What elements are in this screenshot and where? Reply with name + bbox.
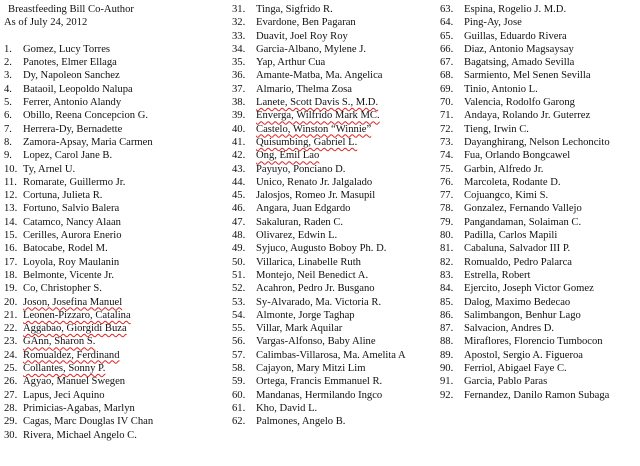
list-item: [232, 189, 437, 202]
item-name: Gonzalez, Fernando Vallejo: [464, 203, 582, 215]
list-item: [440, 30, 640, 43]
list-item: [4, 83, 212, 96]
list-item: [232, 123, 437, 136]
item-number: 57.: [232, 349, 246, 361]
item-name: Vargas-Alfonso, Baby Aline: [256, 336, 376, 348]
item-number: 58.: [232, 363, 246, 375]
list-item: [440, 109, 640, 122]
item-name: Espina, Rogelio J. M.D.: [464, 4, 567, 15]
item-number: 8.: [4, 136, 12, 148]
item-name: Lanete, Scott Davis S., M.D.: [256, 97, 379, 109]
list-item: [440, 216, 640, 229]
list-item: [4, 242, 212, 255]
column-2: [232, 3, 437, 429]
list-item: [232, 43, 437, 56]
list-item: [440, 83, 640, 96]
item-name: Estrella, Robert: [464, 269, 531, 281]
item-name: Aggabao, Giorgidi Buza: [23, 323, 127, 335]
item-name: Marcoleta, Rodante D.: [464, 176, 561, 188]
item-number: 14.: [4, 216, 18, 228]
column-3: [440, 3, 640, 402]
list-item: [4, 123, 212, 136]
list-item: [232, 202, 437, 215]
item-number: 16.: [4, 243, 18, 255]
item-name: Sakaluran, Raden C.: [256, 216, 344, 228]
item-name: Romualdez, Ferdinand: [23, 349, 120, 361]
list-item: [232, 96, 437, 109]
coauthor-list-2: [232, 3, 437, 429]
item-name: Ferriol, Abigael Faye C.: [464, 363, 567, 375]
list-item: [440, 163, 640, 176]
item-name: Padilla, Carlos Mapili: [464, 230, 558, 242]
item-number: 29.: [4, 416, 18, 428]
list-item: [440, 136, 640, 149]
item-number: 22.: [4, 323, 18, 335]
item-number: 87.: [440, 323, 454, 335]
item-number: 59.: [232, 376, 246, 388]
list-item: [232, 109, 437, 122]
list-item: [232, 269, 437, 282]
item-number: 15.: [4, 230, 18, 242]
item-name: Valencia, Rodolfo Garong: [464, 97, 575, 109]
item-number: 54.: [232, 309, 246, 321]
list-item: [232, 402, 437, 415]
item-name: Sarmiento, Mel Senen Sevilla: [464, 70, 591, 82]
list-item: [440, 43, 640, 56]
list-item: [4, 96, 212, 109]
list-item: [4, 269, 212, 282]
item-name: Ferrer, Antonio Alandy: [23, 97, 122, 109]
list-item: [4, 109, 212, 122]
item-number: 56.: [232, 336, 246, 348]
coauthor-list-1: [4, 43, 212, 442]
item-number: 27.: [4, 389, 18, 401]
item-number: 76.: [440, 176, 454, 188]
list-item: [4, 176, 212, 189]
item-name: Panotes, Elmer Ellaga: [23, 57, 117, 69]
item-name: Montejo, Neil Benedict A.: [256, 269, 369, 281]
item-number: 3.: [4, 70, 12, 82]
item-name: Syjuco, Augusto Boboy Ph. D.: [256, 243, 387, 255]
item-number: 86.: [440, 309, 454, 321]
item-number: 43.: [232, 163, 246, 175]
list-item: [4, 56, 212, 69]
list-item: [440, 242, 640, 255]
item-number: 12.: [4, 190, 18, 202]
item-number: 52.: [232, 283, 246, 295]
item-name: Bagatsing, Amado Sevilla: [464, 57, 575, 69]
item-number: 69.: [440, 83, 454, 95]
item-number: 17.: [4, 256, 18, 268]
list-item: [4, 296, 212, 309]
list-item: [4, 202, 212, 215]
item-name: Villarica, Linabelle Ruth: [256, 256, 361, 268]
item-name: Quisumbing, Gabriel L.: [256, 136, 358, 148]
item-name: Palmones, Angelo B.: [256, 416, 346, 428]
list-item: [440, 349, 640, 362]
list-item: [232, 322, 437, 335]
item-number: 41.: [232, 136, 246, 148]
item-number: 32.: [232, 17, 246, 29]
item-name: Cajayon, Mary Mitzi Lim: [256, 363, 366, 375]
list-item: [440, 56, 640, 69]
list-item: [232, 16, 437, 29]
item-name: Duavit, Joel Roy Roy: [256, 30, 348, 42]
list-item: [232, 83, 437, 96]
item-number: 11.: [4, 176, 17, 188]
item-number: 78.: [440, 203, 454, 215]
list-item: [232, 296, 437, 309]
item-name: Cortuna, Julieta R.: [23, 190, 103, 202]
item-name: Miraflores, Florencio Tumbocon: [464, 336, 603, 348]
item-number: 47.: [232, 216, 246, 228]
list-item: [4, 309, 212, 322]
item-number: 85.: [440, 296, 454, 308]
item-name: Enverga, Wilfrido Mark MC.: [256, 110, 380, 122]
list-item: [232, 216, 437, 229]
item-name: Salvacion, Andres D.: [464, 323, 555, 335]
item-name: Amante-Matba, Ma. Angelica: [256, 70, 383, 82]
list-item: [4, 43, 212, 56]
list-item: [440, 3, 640, 16]
item-name: Ong, Emil Lao: [256, 150, 320, 162]
item-number: 48.: [232, 230, 246, 242]
spacer: [4, 30, 212, 43]
item-number: 50.: [232, 256, 246, 268]
item-number: 35.: [232, 57, 246, 69]
list-item: [4, 256, 212, 269]
item-name: Villar, Mark Aquilar: [256, 323, 343, 335]
item-name: Dayanghirang, Nelson Lechoncito: [464, 136, 610, 148]
list-item: [440, 335, 640, 348]
item-number: 44.: [232, 176, 246, 188]
list-item: [4, 136, 212, 149]
item-number: 55.: [232, 323, 246, 335]
list-item: [440, 16, 640, 29]
item-number: 83.: [440, 269, 454, 281]
item-number: 75.: [440, 163, 454, 175]
item-name: Cojuangco, Kimi S.: [464, 190, 549, 202]
item-name: Romarate, Guillermo Jr.: [23, 176, 126, 188]
item-number: 64.: [440, 17, 454, 29]
item-number: 4.: [4, 83, 12, 95]
item-name: Loyola, Roy Maulanin: [23, 256, 120, 268]
item-number: 89.: [440, 349, 454, 361]
item-name: Pangandaman, Solaiman C.: [464, 216, 582, 228]
item-name: Olivarez, Edwin L.: [256, 230, 338, 242]
list-item: [232, 375, 437, 388]
item-number: 33.: [232, 30, 246, 42]
item-number: 66.: [440, 43, 454, 55]
item-number: 1.: [4, 43, 12, 55]
item-name: Lopez, Carol Jane B.: [23, 150, 113, 162]
item-name: Joson, Josefina Manuel: [23, 296, 123, 308]
list-item: [440, 229, 640, 242]
item-number: 9.: [4, 150, 12, 162]
list-item: [4, 335, 212, 348]
list-item: [4, 429, 212, 442]
item-number: 38.: [232, 97, 246, 109]
item-number: 73.: [440, 136, 454, 148]
document-title: Breastfeeding Bill Co-Author: [8, 4, 134, 15]
item-number: 42.: [232, 150, 246, 162]
list-item: [232, 69, 437, 82]
list-item: [4, 402, 212, 415]
item-number: 62.: [232, 416, 246, 428]
document-date: As of July 24, 2012: [4, 17, 88, 29]
item-number: 67.: [440, 57, 454, 69]
item-name: Ty, Arnel U.: [23, 163, 76, 175]
item-name: Zamora-Apsay, Maria Carmen: [23, 136, 153, 148]
item-name: Fortuno, Salvio Balera: [23, 203, 120, 215]
item-number: 19.: [4, 283, 18, 295]
list-item: [232, 256, 437, 269]
list-item: [440, 202, 640, 215]
item-number: 5.: [4, 97, 12, 109]
item-name: Unico, Renato Jr. Jalgalado: [256, 176, 373, 188]
item-name: Garcia, Pablo Paras: [464, 376, 548, 388]
item-number: 74.: [440, 150, 454, 162]
item-name: Jalosjos, Romeo Jr. Masupil: [256, 190, 376, 202]
list-item: [4, 69, 212, 82]
list-item: [440, 296, 640, 309]
coauthor-list-3: [440, 3, 640, 402]
item-name: GAnn, Sharon S.: [23, 336, 96, 348]
item-number: 65.: [440, 30, 454, 42]
item-number: 20.: [4, 296, 18, 308]
item-name: Cagas, Marc Douglas IV Chan: [23, 416, 154, 428]
item-number: 24.: [4, 349, 18, 361]
list-item: [232, 30, 437, 43]
item-number: 31.: [232, 4, 246, 15]
item-number: 84.: [440, 283, 454, 295]
item-number: 90.: [440, 363, 454, 375]
item-number: 2.: [4, 57, 12, 69]
list-item: [440, 375, 640, 388]
item-name: Ortega, Francis Emmanuel R.: [256, 376, 383, 388]
item-name: Tieng, Irwin C.: [464, 123, 529, 135]
list-item: [440, 322, 640, 335]
item-name: Dalog, Maximo Bedecao: [464, 296, 571, 308]
item-name: Gomez, Lucy Torres: [23, 43, 111, 55]
item-name: Romualdo, Pedro Palarca: [464, 256, 572, 268]
list-item: [4, 415, 212, 428]
list-item: [4, 189, 212, 202]
list-item: [440, 269, 640, 282]
item-number: 88.: [440, 336, 454, 348]
list-item: [232, 349, 437, 362]
item-name: Evardone, Ben Pagaran: [256, 17, 356, 29]
item-number: 6.: [4, 110, 12, 122]
item-name: Fua, Orlando Bongcawel: [464, 150, 571, 162]
list-item: [440, 309, 640, 322]
item-name: Primicias-Agabas, Marlyn: [23, 402, 135, 414]
item-name: Garcia-Albano, Mylene J.: [256, 43, 367, 55]
item-number: 80.: [440, 230, 454, 242]
item-name: Diaz, Antonio Magsaysay: [464, 43, 574, 55]
list-item: [440, 149, 640, 162]
item-number: 63.: [440, 4, 454, 15]
item-name: Cerilles, Aurora Enerio: [23, 230, 122, 242]
item-name: Ping-Ay, Jose: [464, 17, 522, 29]
list-item: [232, 309, 437, 322]
list-item: [4, 389, 212, 402]
item-number: 46.: [232, 203, 246, 215]
item-number: 25.: [4, 363, 18, 375]
list-item: [440, 176, 640, 189]
item-number: 61.: [232, 402, 246, 414]
item-name: Almonte, Jorge Taghap: [256, 309, 355, 321]
list-item: [232, 242, 437, 255]
list-item: [232, 415, 437, 428]
item-name: Calimbas-Villarosa, Ma. Amelita A: [256, 349, 406, 361]
item-name: Dy, Napoleon Sanchez: [23, 70, 120, 82]
item-name: Payuyo, Ponciano D.: [256, 163, 346, 175]
item-number: 10.: [4, 163, 18, 175]
list-item: [4, 375, 212, 388]
list-item: [4, 229, 212, 242]
list-item: [4, 362, 212, 375]
item-name: Angara, Juan Edgardo: [256, 203, 351, 215]
item-name: Almario, Thelma Zosa: [256, 83, 353, 95]
item-name: Collantes, Sonny P.: [23, 363, 106, 375]
item-name: Fernandez, Danilo Ramon Subaga: [464, 389, 610, 401]
item-name: Obillo, Reena Concepcion G.: [23, 110, 149, 122]
item-number: 79.: [440, 216, 454, 228]
item-name: Co, Christopher S.: [23, 283, 102, 295]
list-item: [440, 189, 640, 202]
item-number: 70.: [440, 97, 454, 109]
item-name: Cabaluna, Salvador III P.: [464, 243, 571, 255]
list-item: [440, 256, 640, 269]
list-item: [440, 282, 640, 295]
item-name: Acahron, Pedro Jr. Busgano: [256, 283, 375, 295]
list-item: [4, 163, 212, 176]
item-number: 30.: [4, 429, 18, 441]
list-item: [4, 149, 212, 162]
list-item: [4, 349, 212, 362]
item-name: Rivera, Michael Angelo C.: [23, 429, 137, 441]
item-name: Agyao, Manuel Swegen: [23, 376, 126, 388]
list-item: [4, 322, 212, 335]
item-name: Ejercito, Joseph Victor Gomez: [464, 283, 594, 295]
list-item: [232, 362, 437, 375]
item-number: 13.: [4, 203, 18, 215]
item-name: Apostol, Sergio A. Figueroa: [464, 349, 583, 361]
item-name: Kho, David L.: [256, 402, 318, 414]
item-number: 72.: [440, 123, 454, 135]
item-name: Garbin, Alfredo Jr.: [464, 163, 544, 175]
list-item: [232, 3, 437, 16]
item-number: 39.: [232, 110, 246, 122]
item-number: 81.: [440, 243, 454, 255]
item-number: 77.: [440, 190, 454, 202]
item-name: Catamco, Nancy Alaan: [23, 216, 121, 228]
list-item: [440, 69, 640, 82]
list-item: [232, 149, 437, 162]
item-number: 40.: [232, 123, 246, 135]
item-name: Andaya, Rolando Jr. Guterrez: [464, 110, 591, 122]
item-name: Leonen-Pizzaro, Catalina: [23, 309, 131, 321]
item-name: Salimbangon, Benhur Lago: [464, 309, 581, 321]
item-name: Bataoil, Leopoldo Nalupa: [23, 83, 133, 95]
item-number: 28.: [4, 402, 18, 414]
item-number: 53.: [232, 296, 246, 308]
item-name: Yap, Arthur Cua: [256, 57, 326, 69]
item-number: 36.: [232, 70, 246, 82]
list-item: [4, 282, 212, 295]
item-name: Herrera-Dy, Bernadette: [23, 123, 123, 135]
item-name: Tinga, Sigfrido R.: [256, 4, 333, 15]
item-name: Castelo, Winston “Winnie”: [256, 123, 372, 135]
item-number: 21.: [4, 309, 18, 321]
list-item: [232, 176, 437, 189]
item-number: 51.: [232, 269, 246, 281]
item-name: Lapus, Jeci Aquino: [23, 389, 105, 401]
item-number: 37.: [232, 83, 246, 95]
list-item: [4, 216, 212, 229]
item-number: 34.: [232, 43, 246, 55]
item-number: 23.: [4, 336, 18, 348]
item-number: 92.: [440, 389, 454, 401]
item-number: 82.: [440, 256, 454, 268]
item-number: 26.: [4, 376, 18, 388]
list-item: [232, 335, 437, 348]
list-item: [440, 96, 640, 109]
list-item: [232, 136, 437, 149]
item-name: Sy-Alvarado, Ma. Victoria R.: [256, 296, 382, 308]
list-item: [232, 163, 437, 176]
item-number: 60.: [232, 389, 246, 401]
list-item: [440, 389, 640, 402]
list-item: [232, 389, 437, 402]
list-item: [232, 229, 437, 242]
item-number: 68.: [440, 70, 454, 82]
item-name: Guillas, Eduardo Rivera: [464, 30, 567, 42]
item-name: Tinio, Antonio L.: [464, 83, 538, 95]
item-name: Mandanas, Hermilando Ingco: [256, 389, 383, 401]
list-item: [440, 123, 640, 136]
list-item: [232, 282, 437, 295]
item-number: 91.: [440, 376, 454, 388]
item-number: 49.: [232, 243, 246, 255]
list-item: [232, 56, 437, 69]
item-number: 71.: [440, 110, 454, 122]
item-name: Belmonte, Vicente Jr.: [23, 269, 114, 281]
item-number: 18.: [4, 269, 18, 281]
item-number: 7.: [4, 123, 12, 135]
item-number: 45.: [232, 190, 246, 202]
item-name: Batocabe, Rodel M.: [23, 243, 108, 255]
column-1: [4, 3, 212, 442]
list-item: [440, 362, 640, 375]
